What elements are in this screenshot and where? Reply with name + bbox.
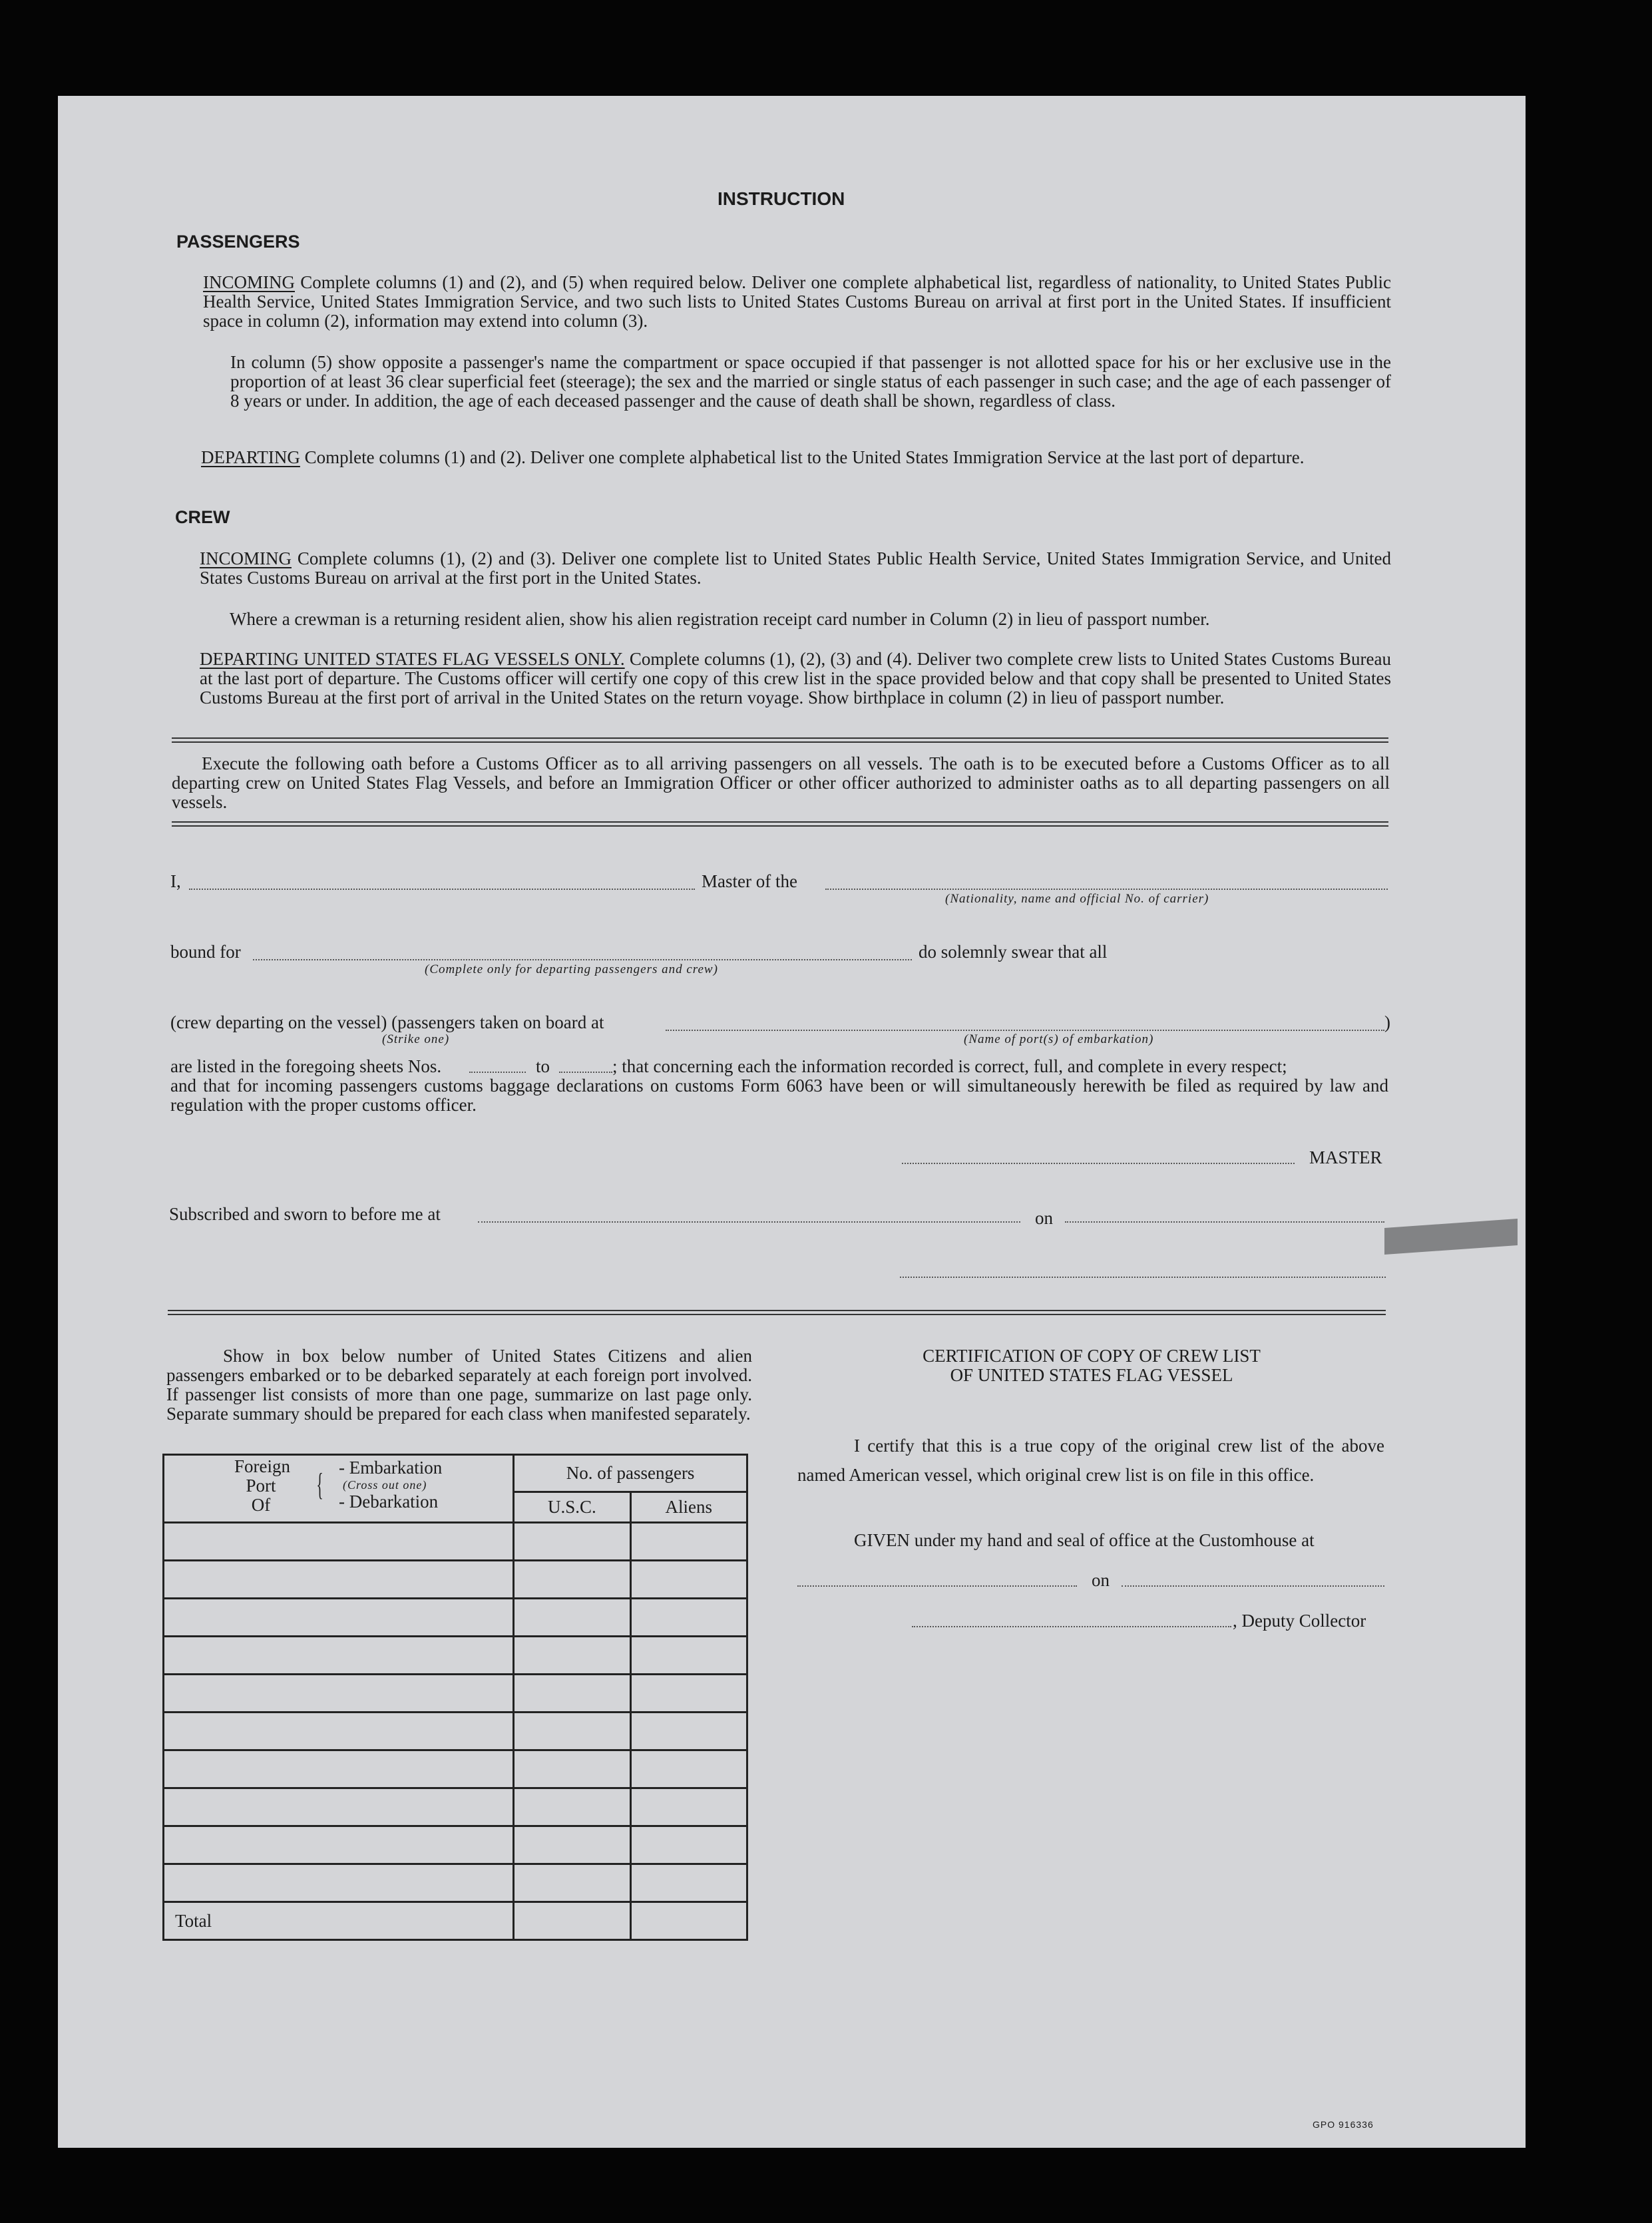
port-header [164, 1455, 514, 1523]
no-of-passengers-header: No. of passengers [514, 1455, 747, 1492]
crew-departing-paragraph [200, 650, 1391, 707]
usc-cell[interactable] [514, 1788, 630, 1826]
certification-title-line1: CERTIFICATION OF COPY OF CREW LIST [923, 1346, 1261, 1366]
certification-date-field[interactable] [1122, 1585, 1384, 1587]
port-cell[interactable] [164, 1713, 514, 1750]
crew-passengers-text: (crew departing on the vessel) (passengers taken on board at [170, 1012, 604, 1032]
usc-cell[interactable] [514, 1675, 630, 1713]
usc-cell[interactable] [514, 1523, 630, 1561]
usc-total-cell[interactable] [514, 1902, 630, 1940]
usc-cell[interactable] [514, 1637, 630, 1675]
table-row [164, 1637, 747, 1675]
deputy-collector-label: , Deputy Collector [1233, 1611, 1366, 1631]
close-paren: ) [1384, 1012, 1390, 1032]
customhouse-field[interactable] [797, 1585, 1077, 1587]
aliens-cell[interactable] [630, 1750, 747, 1788]
sworn-date-field[interactable] [1065, 1221, 1384, 1223]
sworn-place-field[interactable] [478, 1221, 1020, 1223]
aliens-cell[interactable] [630, 1826, 747, 1864]
embarkation-port-field[interactable] [666, 1030, 1384, 1031]
table-row [164, 1826, 747, 1864]
usc-cell[interactable] [514, 1750, 630, 1788]
master-name-field[interactable] [189, 889, 695, 890]
embarkation-label: - Embarkation [339, 1458, 443, 1478]
divider [168, 1310, 1386, 1315]
master-of-the-label: Master of the [702, 871, 797, 891]
passengers-departing-label: DEPARTING [201, 447, 300, 467]
table-row [164, 1713, 747, 1750]
instruction-title: INSTRUCTION [718, 188, 845, 209]
total-row [164, 1902, 747, 1940]
listed-correct-text: ; that concerning each the information recorded is correct, full, and complete in every respect; [612, 1056, 1287, 1076]
master-label: MASTER [1309, 1147, 1382, 1167]
listed-to-text: to [536, 1056, 550, 1076]
port-cell[interactable] [164, 1637, 514, 1675]
crew-departing-text: Complete columns (1), (2), (3) and (4). Deliver two complete crew lists to United States Customs Bureau at the last port of departure. The Customs officer will certify one copy of this crew list in the space provided below and that copy shall be presented to United States Customs Bureau at the first port of arrival in the United States on the return voyage. Show birthplace in column (2) in lieu of passport number. [200, 649, 1391, 707]
crew-resident-paragraph: Where a crewman is a returning resident alien, show his alien registration receipt card number in Column (2) in lieu of passport number. [230, 609, 1210, 629]
form-page-edge [1468, 1238, 1521, 2148]
passengers-departing-paragraph [201, 448, 1391, 467]
usc-cell[interactable] [514, 1561, 630, 1599]
crew-incoming-paragraph [200, 549, 1391, 588]
solemnly-swear-text: do solemnly swear that all [919, 942, 1108, 962]
aliens-cell[interactable] [630, 1864, 747, 1902]
aliens-header: Aliens [630, 1492, 747, 1523]
sheet-from-field[interactable] [469, 1072, 526, 1073]
given-text: GIVEN under my hand and seal of office at the Customhouse at [854, 1530, 1315, 1550]
crew-heading: CREW [175, 507, 230, 527]
sheet-to-field[interactable] [559, 1072, 612, 1073]
port-cell[interactable] [164, 1788, 514, 1826]
passengers-departing-text: Complete columns (1) and (2). Deliver one complete alphabetical list to the United States Immigration Service at the last port of departure. [304, 447, 1305, 467]
subscribed-text: Subscribed and sworn to before me at [169, 1204, 441, 1224]
certification-on-label: on [1092, 1570, 1110, 1590]
oath-i-label: I, [170, 871, 181, 891]
strike-one-hint: (Strike one) [382, 1032, 450, 1046]
crew-incoming-label: INCOMING [200, 548, 292, 568]
aliens-total-cell[interactable] [630, 1902, 747, 1940]
total-label: Total [164, 1902, 514, 1940]
table-row [164, 1561, 747, 1599]
ports-summary-table [162, 1454, 748, 1941]
carrier-field[interactable] [825, 889, 1388, 890]
of-label: Of [251, 1495, 271, 1515]
debarkation-label: - Debarkation [339, 1492, 439, 1512]
usc-cell[interactable] [514, 1713, 630, 1750]
usc-cell[interactable] [514, 1864, 630, 1902]
passengers-column5-paragraph: In column (5) show opposite a passenger's name the compartment or space occupied if that passenger is not allotted space for his or her exclusive use in the proportion of at least 36 clear superficial feet (steerage); the sex and the married or single status of each passenger in such case; and the age of each passenger of 8 years or under. In addition, the age of each deceased passenger and the cause of death shall be shown, regardless of class. [230, 352, 1391, 411]
usc-header: U.S.C. [514, 1492, 630, 1523]
aliens-cell[interactable] [630, 1599, 747, 1637]
port-cell[interactable] [164, 1864, 514, 1902]
aliens-cell[interactable] [630, 1523, 747, 1561]
embarkation-port-hint: (Name of port(s) of embarkation) [964, 1032, 1154, 1046]
summary-instruction: Show in box below number of United States Citizens and alien passengers embarked or to be debarked separately at each foreign port involved. If passenger list consists of more than one page, summarize on last page only. Separate summary should be prepared for each class when manifested separately. [166, 1346, 752, 1424]
aliens-cell[interactable] [630, 1637, 747, 1675]
aliens-cell[interactable] [630, 1713, 747, 1750]
port-cell[interactable] [164, 1523, 514, 1561]
port-cell[interactable] [164, 1750, 514, 1788]
table-row [164, 1599, 747, 1637]
table-row [164, 1788, 747, 1826]
port-cell[interactable] [164, 1599, 514, 1637]
carrier-hint: (Nationality, name and official No. of carrier) [945, 892, 1209, 906]
certification-title-line2: OF UNITED STATES FLAG VESSEL [950, 1365, 1233, 1385]
crew-departing-label: DEPARTING UNITED STATES FLAG VESSELS ONLY. [200, 649, 625, 669]
listed-sheets-text: are listed in the foregoing sheets Nos. [170, 1056, 442, 1076]
brace-icon: { [316, 1467, 323, 1502]
table-row [164, 1675, 747, 1713]
sworn-on-label: on [1035, 1208, 1053, 1228]
aliens-cell[interactable] [630, 1561, 747, 1599]
table-row [164, 1750, 747, 1788]
usc-cell[interactable] [514, 1826, 630, 1864]
port-cell[interactable] [164, 1826, 514, 1864]
oath-instruction: Execute the following oath before a Customs Officer as to all arriving passengers on all vessels. The oath is to be executed before a Customs Officer as to all departing crew on United States Flag Vessels, and before an Immigration Officer or other officer authorized to administer oaths as to all departing passengers on all vessels. [172, 753, 1390, 812]
deputy-signature-field[interactable] [912, 1626, 1231, 1627]
table-row [164, 1523, 747, 1561]
foreign-label: Foreign [234, 1456, 290, 1476]
destination-hint: (Complete only for departing passengers and crew) [425, 962, 718, 976]
gpo-code: GPO 916336 [1313, 2119, 1374, 2130]
master-signature-field[interactable] [902, 1163, 1295, 1164]
passengers-heading: PASSENGERS [176, 232, 300, 252]
certify-text: I certify that this is a true copy of the original crew list of the above named American vessel, which original crew list is on file in this office. [797, 1436, 1384, 1485]
cross-out-hint: (Cross out one) [343, 1478, 427, 1492]
aliens-cell[interactable] [630, 1788, 747, 1826]
table-row [164, 1864, 747, 1902]
officer-signature-field[interactable] [900, 1277, 1386, 1278]
bound-for-label: bound for [170, 942, 241, 962]
port-label: Port [246, 1476, 276, 1496]
divider [172, 737, 1388, 743]
port-cell[interactable] [164, 1675, 514, 1713]
passengers-incoming-text: Complete columns (1) and (2), and (5) when required below. Deliver one complete alphabetical list, regardless of nationality, to United States Public Health Service, United States Immigration Service, and two such lists to United States Customs Bureau on arrival at first port in the United States. If insufficient space in column (2), information may extend into column (3). [203, 272, 1391, 331]
passengers-incoming-paragraph [203, 273, 1391, 331]
port-cell[interactable] [164, 1561, 514, 1599]
destination-field[interactable] [253, 959, 912, 960]
passengers-incoming-label: INCOMING [203, 272, 295, 292]
certification-title [799, 1346, 1384, 1385]
crew-incoming-text: Complete columns (1), (2) and (3). Deliver one complete list to United States Public Health Service, United States Immigration Service, and United States Customs Bureau on arrival at the first port in the United States. [200, 548, 1391, 588]
divider [172, 821, 1388, 827]
usc-cell[interactable] [514, 1599, 630, 1637]
listed-baggage-text: and that for incoming passengers customs baggage declarations on customs Form 6063 have been or will simultaneously herewith be filed as required by law and regulation with the proper customs officer. [170, 1076, 1388, 1115]
aliens-cell[interactable] [630, 1675, 747, 1713]
